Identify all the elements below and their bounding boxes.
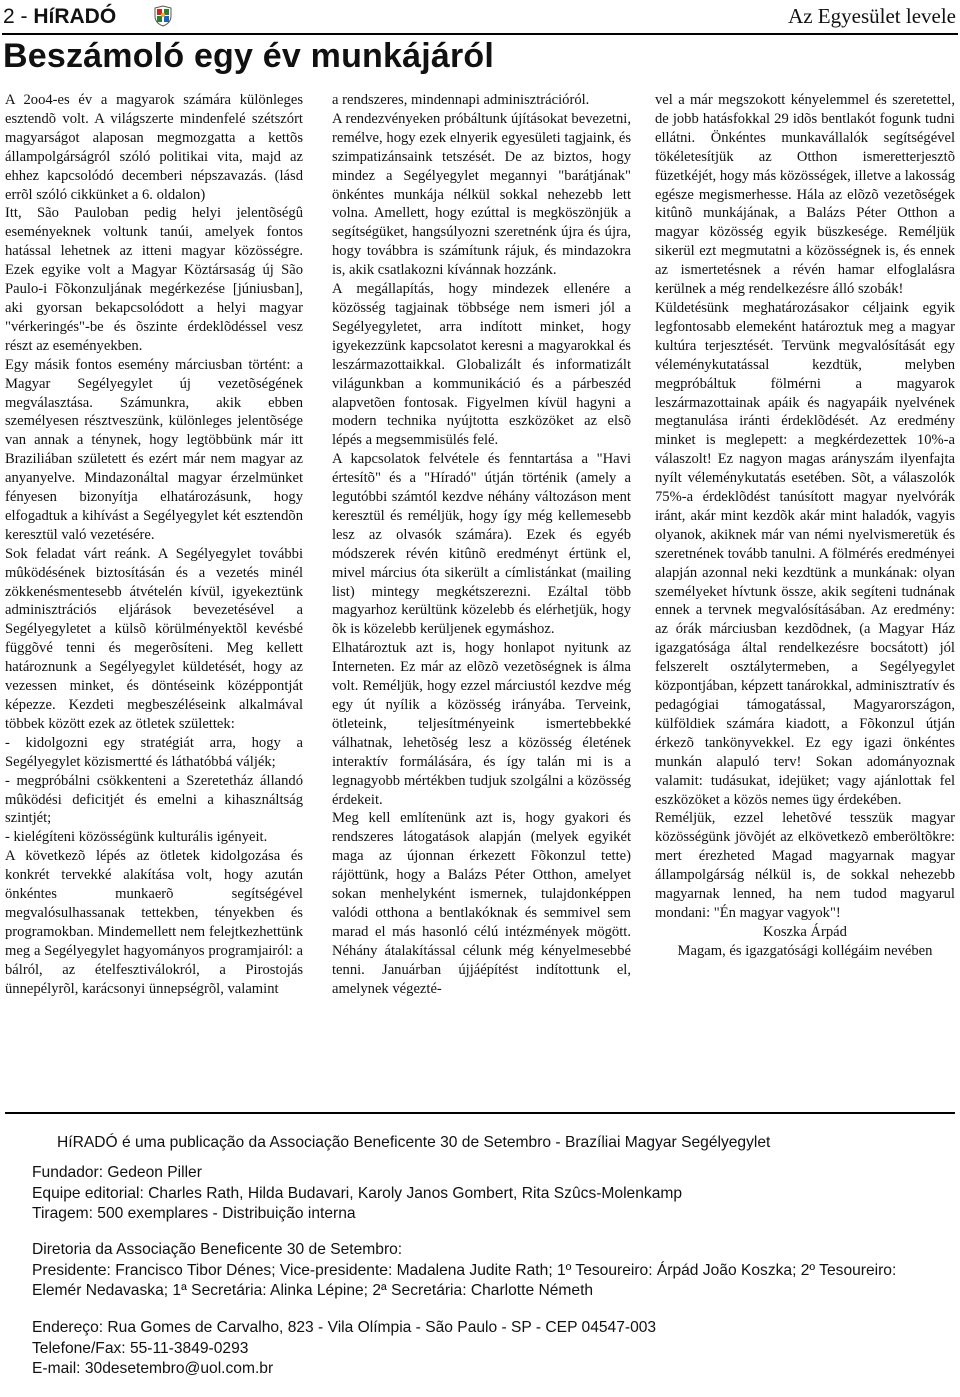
paragraph: Egy másik fontos esemény márciusban történt: a Magyar Segélyegylet új vezetõségének megválasztása. Számunkra, akik ebben személyesen résztveszünk, különleges jelentõsége van annak a ténynek, hogy legtöbbünk már itt Braziliában született és ezért már nem magyar az anyanyelve. Mindazonáltal magyar érzelmünket fényesen bizonyítja elhatározásunk, hogy elfogadtuk a kihívást a Segélyegylet két esztendõn keresztül való vezetésére. xyxy=(5,356,303,543)
board-title: Diretoria da Associação Beneficente 30 de Setembro: xyxy=(32,1241,403,1258)
paragraph: Sok feladat várt reánk. A Segélyegylet további mûködésének biztosításán és a vezetés minél zökkenésmentesebb átvételén kívül, igyekeztünk adminisztrációs eljárások bevezetésével a Segélyegyletet a külsõ körülményektõl kevésbé függõvé tenni és megerõsíteni. Meg kellett határoznunk a Segélyegylet küldetését, hogy az vezessen minket, és döntéseink középpontját képezze. Kezdeti megbeszéléseink alkalmával többek között ezek az ötletek születtek: xyxy=(5,545,303,732)
article-title: Beszámoló egy év munkájáról xyxy=(3,37,495,75)
credits-block xyxy=(32,1163,682,1225)
phone-line: Telefone/Fax: 55-11-3849-0293 xyxy=(32,1339,249,1357)
list-item: - kidolgozni egy stratégiát arra, hogy a Segélyegylet közismertté és láthatóbbá váljék; xyxy=(5,734,303,770)
paragraph: A kapcsolatok felvétele és fenntartása a "Havi értesítõ" és a "Híradó" útján történik (amely a legutóbbi számtól kezdve néhány változáson ment keresztül és reméljük, hogy így még kellemesebb lesz az olvasók számára). Ezek és egyéb módszerek révén kitûnõ eredményt értünk el, mivel március óta sikerült a címlistánkat (mailing list) mintegy megkétszerezni. Ezáltal több magyarhoz kerültünk közelebb és elérhetjük, hogy õk is közelebb kerüljenek egymáshoz. xyxy=(332,451,631,638)
board-block xyxy=(32,1240,942,1302)
signature-note: Magam, és igazgatósági kollégáim nevében xyxy=(677,942,933,959)
email-line: E-mail: 30desetembro@uol.com.br xyxy=(32,1360,274,1377)
section-name: HíRADÓ xyxy=(33,5,117,28)
paragraph: A megállapítás, hogy mindezek ellenére a közösség tagjainak többsége nem ismeri jól a Segélyegyletet, arra indított minket, hogy igyekezzünk kapcsolatot keresni a magyarokkal és leszármazottaikkal. Globalizált és informatizált világunkban a kommunikáció és a párbeszéd alapvetõen fontosak. Figyelmen kívül hagyni a modern technika nyújtotta eszközöket az elsõ lépés a megsemmisülés felé. xyxy=(332,281,631,449)
paragraph: Reméljük, ezzel lehetõvé tesszük magyar közösségünk jövõjét az elkövetkezõ emberöltõkre: mert érezheted Magad magyarnak magyar állampolgárság nélkül is, de sokkal nehezebb magyarnak lenned, ha nem tudod magyarul mondani: "Én magyar vagyok"! xyxy=(655,810,955,921)
article-column-1 xyxy=(5,91,303,999)
paragraph: A 2oo4-es év a magyarok számára különleges esztendõ volt. A világszerte mindenfelé szétszórt magyarságot alaposan megmozgatta a kettõs állampolgárságról szóló politikai vita, majd az ehhez kapcsolódó decemberi népszavazás. (lásd errõl szóló cikkünket a 6. oldalon) xyxy=(5,92,303,203)
founder-line: Fundador: Gedeon Piller xyxy=(32,1164,202,1181)
paragraph: a rendszeres, mindennapi adminisztrációról. xyxy=(332,92,590,108)
paragraph: vel a már megszokott kényelemmel és szeretettel, de jobb hatásfokkal 29 idõs bentlakót fogunk tudni ellátni. Önkéntes munkavállalók segítségével tökéletesítjük az Otthon ismeretterjesztõ füzetkéjét, hogy más közösségek, illetve a lakosság egésze megismerhesse. Hála az elõzõ vezetõségek kitûnõ munkájának, a Balázs Péter Otthon a magyar közösség egyik büszkesége. Reméljük sikerül ezt megmutatni a közösségnek is, és ennek az ismertetésnek a révén hamar elfoglalásra kerülnek a még rendelkezésre álló szobák! xyxy=(655,92,955,298)
publication-statement: HíRADÓ é uma publicação da Associação Beneficente 30 de Setembro - Brazíliai Magyar Segélyegylet xyxy=(57,1134,771,1151)
paragraph: Itt, São Pauloban pedig helyi jelentõségû eseményeknek voltunk tanúi, amelyek fontos hatással lehetnek az itteni magyar közösségre. Ezek egyike volt a Magyar Köztársaság új São Paulo-i Fõkonzuljának megérkezése [júniusban], aki gyorsan bekapcsolódott a helyi magyar "vérkeringés"-be és õszinte érdeklõdéssel vesz részt az eseményekben. xyxy=(5,205,303,354)
page-header-left xyxy=(3,5,116,29)
list-item: - kielégíteni közösségünk kulturális igényeit. xyxy=(5,829,268,846)
footer-divider xyxy=(5,1112,955,1114)
article-column-2 xyxy=(332,91,631,999)
paragraph: A rendezvényeken próbáltunk újításokat bevezetni, remélve, hogy ezek elnyerik egyesületi tagjaink, és szimpatizánsaink tetszését. De az biztos, hogy mindez a Segélyegylet megannyi "barátjának" önkéntes munkája nélkül sokkal nehezebb lett volna. Amellett, hogy ezúttal is megköszönjük a segítségüket, hangsúlyozni szeretnénk újra és újra, hogy továbbra is számítunk rájuk, és mindazokra is, akik csatlakozni kívánnak hozzánk. xyxy=(332,110,631,279)
list-item: - megpróbálni csökkenteni a Szeretetház állandó mûködési deficitjét és emelni a kihasználtság szintjét; xyxy=(5,772,303,827)
signature-name: Koszka Árpád xyxy=(763,923,847,940)
editorial-line: Equipe editorial: Charles Rath, Hilda Budavari, Karoly Janos Gombert, Rita Szûcs-Molenkamp xyxy=(32,1184,683,1202)
column-title: Az Egyesület levele xyxy=(788,4,956,28)
paragraph: Meg kell említenünk azt is, hogy gyakori és rendszeres látogatások alapján (melyek egyikét maga az újonnan érkezett Fõkonzul tette) rájöttünk, hogy a Balázs Péter Otthon, amelyet sokan menhelyként ismernek, tulajdonképpen valódi otthona a bentlakóknak és semmivel sem marad el más hasonló célú intézmények mögött. Néhány átalakítással célunk még kényelmesebbé tenni. Januárban újjáépítést indítottunk el, amelynek végezté- xyxy=(332,810,631,997)
header-divider xyxy=(2,33,958,35)
paragraph: A következõ lépés az ötletek kidolgozása és konkrét tervekké alakítása volt, hogy azután önkéntes munkaerõ segítségével megvalósulhassanak tettekben, tényekben és programokban. Mindemellett nem felejtkezhettünk meg a Segélyegylet hagyományos programjairól: a bálról, az ételfesztiválokról, a Pirostojás ünnepélyrõl, karácsonyi ünnepségrõl, valamint xyxy=(5,848,303,997)
page-number: 2 - xyxy=(3,5,34,28)
contact-block xyxy=(32,1318,656,1380)
board-members: Presidente: Francisco Tibor Dénes; Vice-presidente: Madalena Judite Rath; 1º Tesoureiro: Árpád João Koszka; 2º Tesoureiro: Elemér Nedavaska; 1ª Secretária: Alinka Lépine; 2ª Secretária: Charlotte Németh xyxy=(32,1261,897,1299)
association-logo-icon xyxy=(152,4,174,28)
paragraph: Elhatároztuk azt is, hogy honlapot nyitunk az Interneten. Ez már az elõzõ vezetõségnek is álma volt. Reméljük, hogy ezzel márciustól kezdve még egy út nyílik a közösség irányába. Terveink, ötleteink, teljesítményeink ismertebbekké válhatnak, lehetõség lesz a közösség életének interaktív formálására, és így talán mi is a legnagyobb mértékben tudjuk szolgálni a közösség érdekeit. xyxy=(332,640,631,808)
article-column-3 xyxy=(655,91,955,961)
paragraph: Küldetésünk meghatározásakor céljaink egyik legfontosabb elemeként határoztuk meg a magyar kultúra terjesztését. Tervünk megvalósítását egy véleménykutatással kezdtük, melyben megpróbáltuk fölmérni a magyarok leszármazottainak apáik és nagyapáik nyelvének megtanulása iránti érdeklõdését. Az eredmény minket is meglepett: a megkérdezettek 10%-a válaszolt! Ez nagyon magas arányszám ilyenfajta nyílt véleménykutatás esetében. Sõt, a válaszolók 75%-a érdeklõdést tanúsított magyar nyelvórák iránt, akár mint kezdõk akár mint haladók, vagyis olyanok, akiknek már van némi nyelvismeretük és szeretnének tovább tanulni. A fölmérés eredményei alapján azonnal neki kezdtünk a munkának: olyan személyeket hívtunk össze, akik segíteni tudnának ennek a tervnek megvalósításában. Az eredmény: az órák márciusban kezdõdnek, (a Magyar Ház igazgatósága által rendelkezésre bocsátott) jól felszerelt osztálytermeben, a Segélyegylet központjában, képzett tanárokkal, adminisztratív és pedagógiai támogatással, Magyarországon, külföldiek számára kiadott, a Fõkonzul útján érkezõ tankönyvekkel. Ez egy igazi önkéntes munkán alapuló terv! Sokan adományoznak valamit: tudásukat, idejüket; vagy ajánlottak fel eszközöket a közös nemes ügy érdekében. xyxy=(655,299,955,808)
circulation-line: Tiragem: 500 exemplares - Distribuição interna xyxy=(32,1205,356,1222)
address-line: Endereço: Rua Gomes de Carvalho, 823 - Vila Olímpia - São Paulo - SP - CEP 04547-003 xyxy=(32,1319,657,1336)
